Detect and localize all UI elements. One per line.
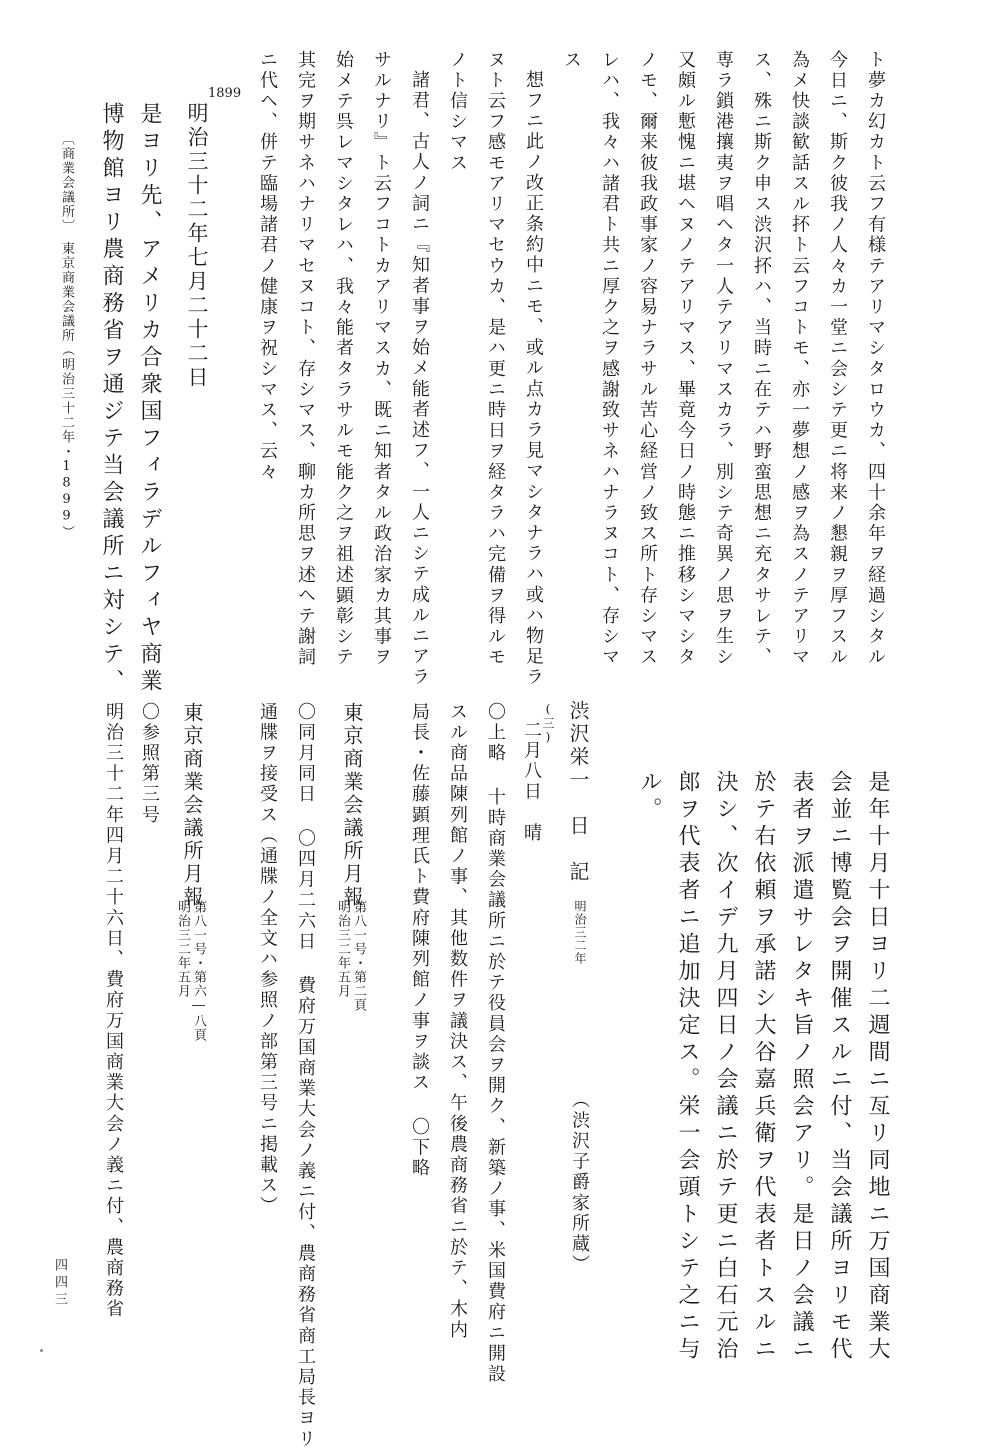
text-column: レハ、我々ハ諸君ト共ニ厚ク之ヲ感謝致サネハナラヌコト、存シマ <box>599 50 620 668</box>
summary-line: 郎ヲ代表者ニ追加決定ス。栄一会頭トシテ之ニ与 <box>675 770 700 1364</box>
text-column: サルナリ』ト云フコトカアリマスカ、既ニ知者タル政治家カ其事ヲ <box>371 50 392 668</box>
summary-line: ル。 <box>637 770 662 824</box>
report-line: 通牒ヲ接受ス（通牒ノ全文ハ参照ノ部第三号ニ掲載ス） <box>257 702 278 1217</box>
text-column: ノモ、爾来彼我政事家ノ容易ナラサル苦心経営ノ致ス所ト存シマス <box>637 50 658 668</box>
report-reference: 第八一号・第六―八頁 <box>191 900 206 1042</box>
text-column: ヌト云フ感モアリマセウカ、是ハ更ニ時日ヲ経タラハ完備ヲ得ルモ <box>485 50 506 668</box>
diary-line: 局長・佐藤顕理氏ト費府陳列館ノ事ヲ談ス 〇下略 <box>409 702 430 1179</box>
summary-line: 博物館ヨリ農商務省ヲ通ジテ当会議所ニ対シテ、 <box>99 102 124 696</box>
report-reference-date: 明治三二年五月 <box>175 900 190 998</box>
diary-title-note: 明治三二年 <box>573 900 587 965</box>
scan-speck <box>40 1349 43 1352</box>
report-reference: 第八一号・第二頁 <box>351 900 366 1012</box>
text-column: 専ラ鎖港攘夷ヲ唱ヘタ一人テアリマスカラ、別シテ奇異ノ思ヲ生シ <box>713 50 734 668</box>
diary-date: 二月八日 晴 <box>521 720 542 844</box>
summary-line: 決シ、次イデ九月四日ノ会議ニ於テ更ニ白石元治 <box>713 770 738 1364</box>
text-column: 諸君、古人ノ詞ニ『知者事ヲ始メ能者述フ、一人ニシテ成ルニアラ <box>409 70 430 688</box>
summary-line: 是年十月十日ヨリ二週間ニ亙リ同地ニ万国商業大 <box>865 770 890 1364</box>
report-line: 明治三十二年四月二十六日、費府万国商業大会ノ義ニ付、農商務省 <box>103 702 124 1320</box>
diary-title: 渋沢栄一 日 記 <box>566 700 590 884</box>
diary-source: （渋沢子爵家所蔵） <box>569 1090 590 1276</box>
report-line: 〇参照第三号 <box>139 702 160 826</box>
text-column: 始メテ呉レマシタレハ、我々能者タラサルモ能ク之ヲ祖述顕彰シテ <box>333 50 354 668</box>
summary-line: 於テ右依頼ヲ承諾シ大谷嘉兵衛ヲ代表者トスルニ <box>751 770 776 1364</box>
text-column: 想フニ此ノ改正条約中ニモ、或ル点カラ見マシタナラハ或ハ物足ラ <box>523 70 544 688</box>
entry-date: 明治三十二年七月二十二日 <box>185 102 209 390</box>
report-line: 〇同月同日 〇四月二六日 費府万国商業大会ノ義ニ付、農商務省商工局長ヨリ <box>295 702 316 1450</box>
summary-line: 会並ニ博覧会ヲ開催スルニ付、当会議所ヨリモ代 <box>827 770 852 1364</box>
text-column: 又頗ル慙愧ニ堪ヘヌノテアリマス、畢竟今日ノ時態ニ推移シマシタ <box>675 50 696 668</box>
diary-line: スル商品陳列館ノ事、其他数件ヲ議決ス、午後農商務省ニ於テ、木内 <box>447 702 468 1341</box>
text-column: ス、殊ニ斯ク申ス渋沢抔ハ、当時ニ在テハ野蛮思想ニ充タサレテ、 <box>751 50 772 668</box>
year-label: 1899 <box>208 86 242 101</box>
summary-line: 是ヨリ先、アメリカ合衆国フィラデルフィヤ商業 <box>137 102 162 696</box>
source-sidenote: 〔商業会議所〕 東京商業会議所（明治三十二年・1899） <box>59 132 74 540</box>
text-column: ニ代ヘ、併テ臨場諸君ノ健康ヲ祝シマス、云々 <box>257 50 278 483</box>
page-number: 四四三 <box>52 1258 67 1309</box>
text-column: ノト信シマス <box>447 50 468 174</box>
text-column: ト夢カ幻カト云フ有様テアリマシタロウカ、四十余年ヲ経過シタル <box>865 50 886 668</box>
diary-marker: (三) <box>541 702 555 745</box>
diary-line: 〇上略 十時商業会議所ニ於テ役員会ヲ開ク、新築ノ事、米国費府ニ開設 <box>485 702 506 1385</box>
report-reference-date: 明治三二年五月 <box>335 900 350 998</box>
report-title: 東京商業会議所月報 <box>340 702 364 909</box>
summary-line: 表者ヲ派遣サレタキ旨ノ照会アリ。是日ノ会議ニ <box>789 770 814 1364</box>
text-column: 其完ヲ期サネハナリマセヌコト、存シマス、聊カ所思ヲ述ヘテ謝詞 <box>295 50 316 668</box>
text-column: 為メ快談歓話スル抔ト云フコトモ、亦一夢想ノ感ヲ為スノテアリマ <box>789 50 810 668</box>
report-title: 東京商業会議所月報 <box>180 702 204 909</box>
text-column: 今日ニ、斯ク彼我ノ人々カ一堂ニ会シテ更ニ将来ノ懇親ヲ厚フスル <box>827 50 848 668</box>
text-column: ス <box>561 50 582 71</box>
